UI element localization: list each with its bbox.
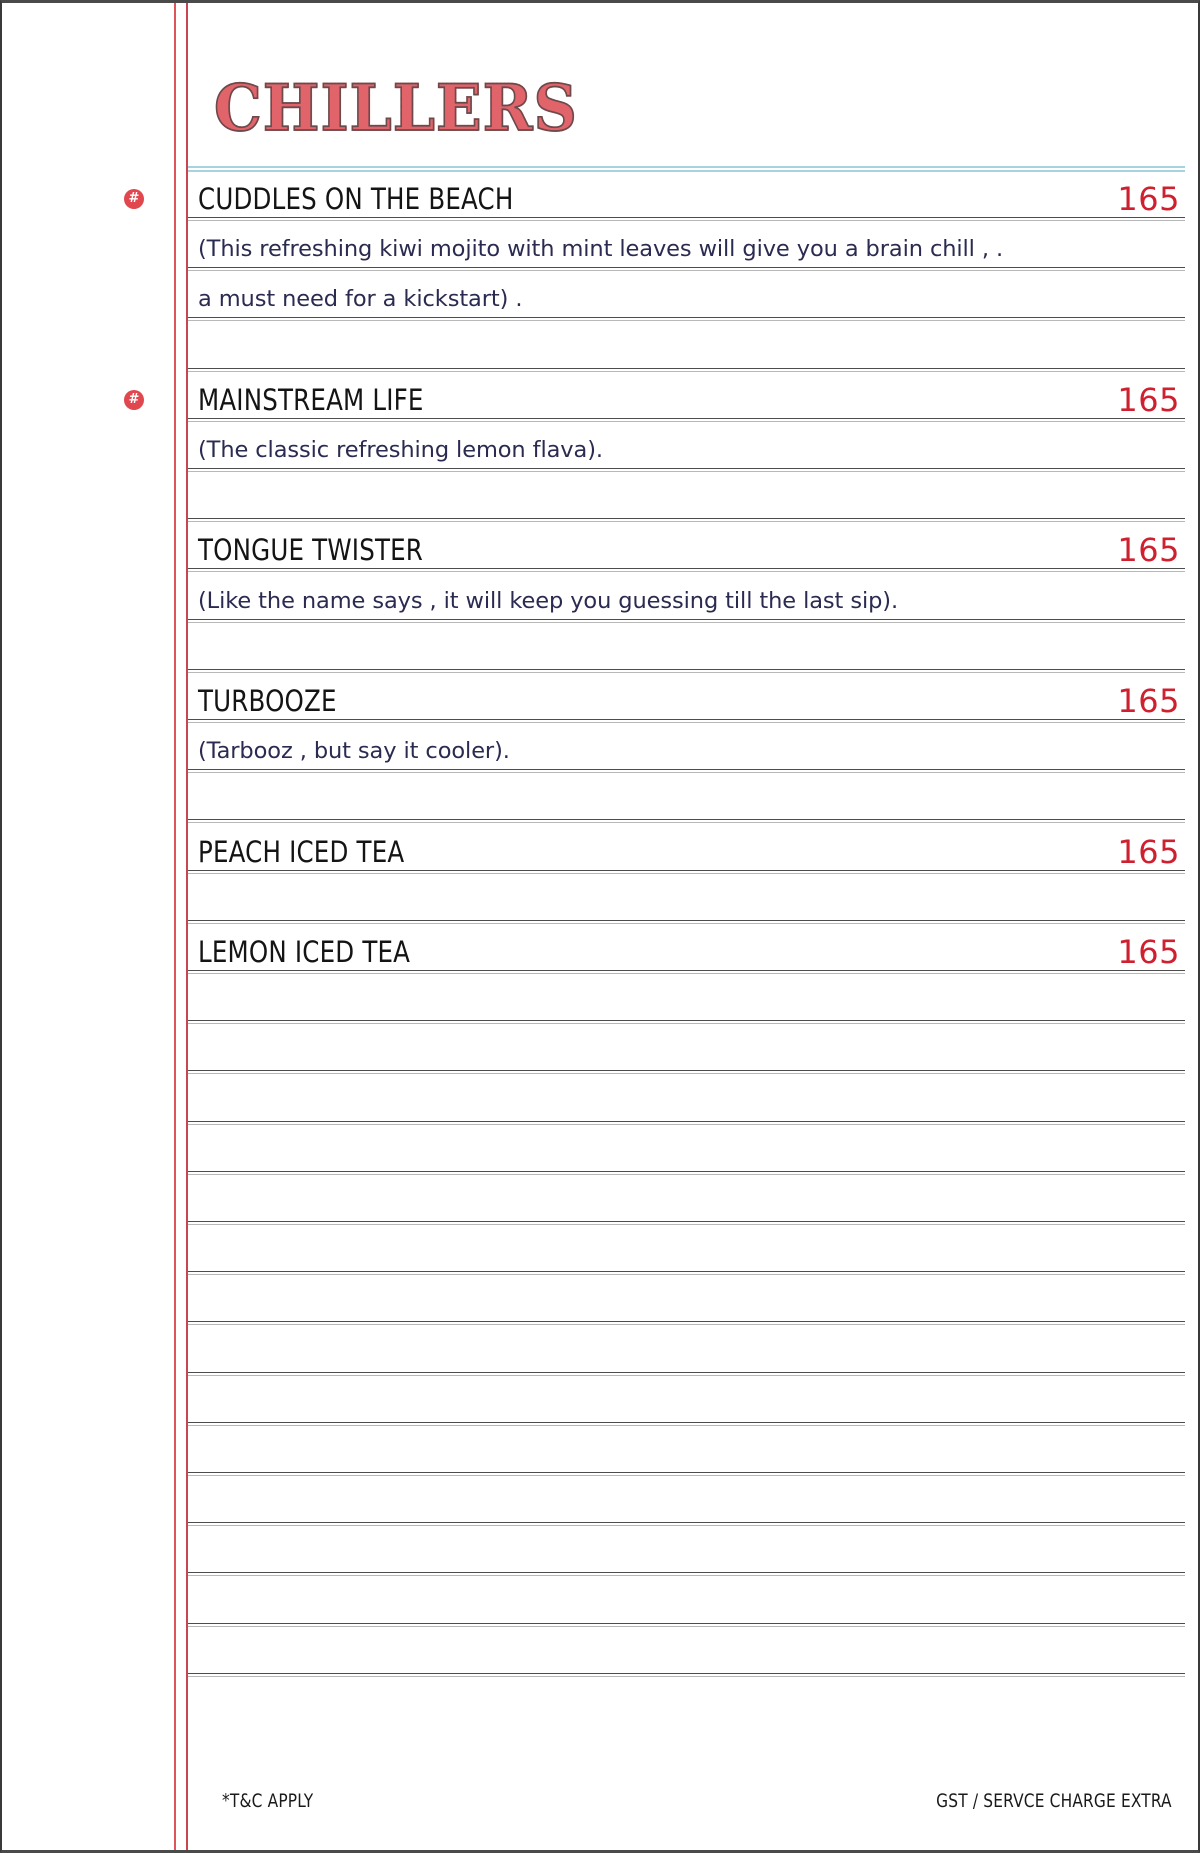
margin-rule-outer [174, 3, 176, 1850]
ruled-line [188, 1121, 1185, 1125]
menu-item-description-line: (The classic refreshing lemon flava). [198, 437, 603, 463]
menu-item-price: 165 [1117, 531, 1180, 570]
menu-item-description-line: a must need for a kickstart) . [198, 286, 523, 313]
menu-item-price: 165 [1117, 933, 1180, 971]
ruled-line [188, 1372, 1185, 1376]
ruled-line [188, 1020, 1185, 1024]
menu-item-price: 165 [1117, 180, 1180, 218]
menu-item-description [198, 273, 1180, 325]
ruled-line [188, 518, 1185, 522]
menu-item-description [198, 424, 1180, 476]
ruled-line [188, 1070, 1185, 1074]
ruled-line [188, 1171, 1185, 1175]
menu-item-name: MAINSTREAM LIFE [198, 382, 424, 417]
ruled-line [188, 1321, 1185, 1325]
hash-icon: # [124, 189, 144, 209]
margin-rule-inner [186, 3, 188, 1850]
menu-item-price: 165 [1117, 682, 1180, 720]
page-title: CHILLERS [214, 71, 578, 146]
menu-item-name: TONGUE TWISTER [198, 533, 424, 568]
menu-item-name: LEMON ICED TEA [198, 935, 411, 969]
menu-item-price: 165 [1117, 380, 1180, 419]
ruled-line [188, 1572, 1185, 1576]
ruled-line [188, 1623, 1185, 1627]
menu-item-row[interactable] [198, 924, 1180, 980]
ruled-line [188, 1522, 1185, 1526]
menu-item-description-line: (Tarbooz , but say it cooler). [198, 738, 510, 765]
menu-item-row[interactable] [198, 372, 1180, 428]
ruled-line [188, 819, 1185, 823]
ruled-line [188, 1673, 1185, 1677]
menu-item-name: PEACH ICED TEA [198, 834, 405, 869]
menu-item-row[interactable] [198, 171, 1180, 227]
menu-item-row[interactable] [198, 673, 1180, 729]
menu-item-description-line: (This refreshing kiwi mojito with mint leaves will give you a brain chill , . [198, 236, 1004, 263]
footer [198, 1781, 1172, 1821]
menu-item-price: 165 [1117, 832, 1180, 871]
menu-item-row[interactable] [198, 522, 1180, 578]
menu-item-description-line: (Like the name says , it will keep you guessing till the last sip). [198, 587, 899, 614]
ruled-line [188, 1221, 1185, 1225]
ruled-line [188, 1472, 1185, 1476]
hash-icon: # [124, 390, 144, 410]
menu-item-description [198, 223, 1180, 275]
ruled-line [188, 1271, 1185, 1275]
ruled-line [188, 1422, 1185, 1426]
menu-item-name: CUDDLES ON THE BEACH [198, 182, 514, 216]
footer-gst-note: GST / SERVCE CHARGE EXTRA [936, 1790, 1172, 1812]
menu-item-description [198, 725, 1180, 777]
menu-item-row[interactable] [198, 824, 1180, 880]
section-title-wrap [214, 71, 578, 146]
menu-item-name: TURBOOZE [198, 684, 337, 718]
menu-item-description [198, 575, 1180, 627]
footer-terms: *T&C APPLY [222, 1790, 314, 1812]
